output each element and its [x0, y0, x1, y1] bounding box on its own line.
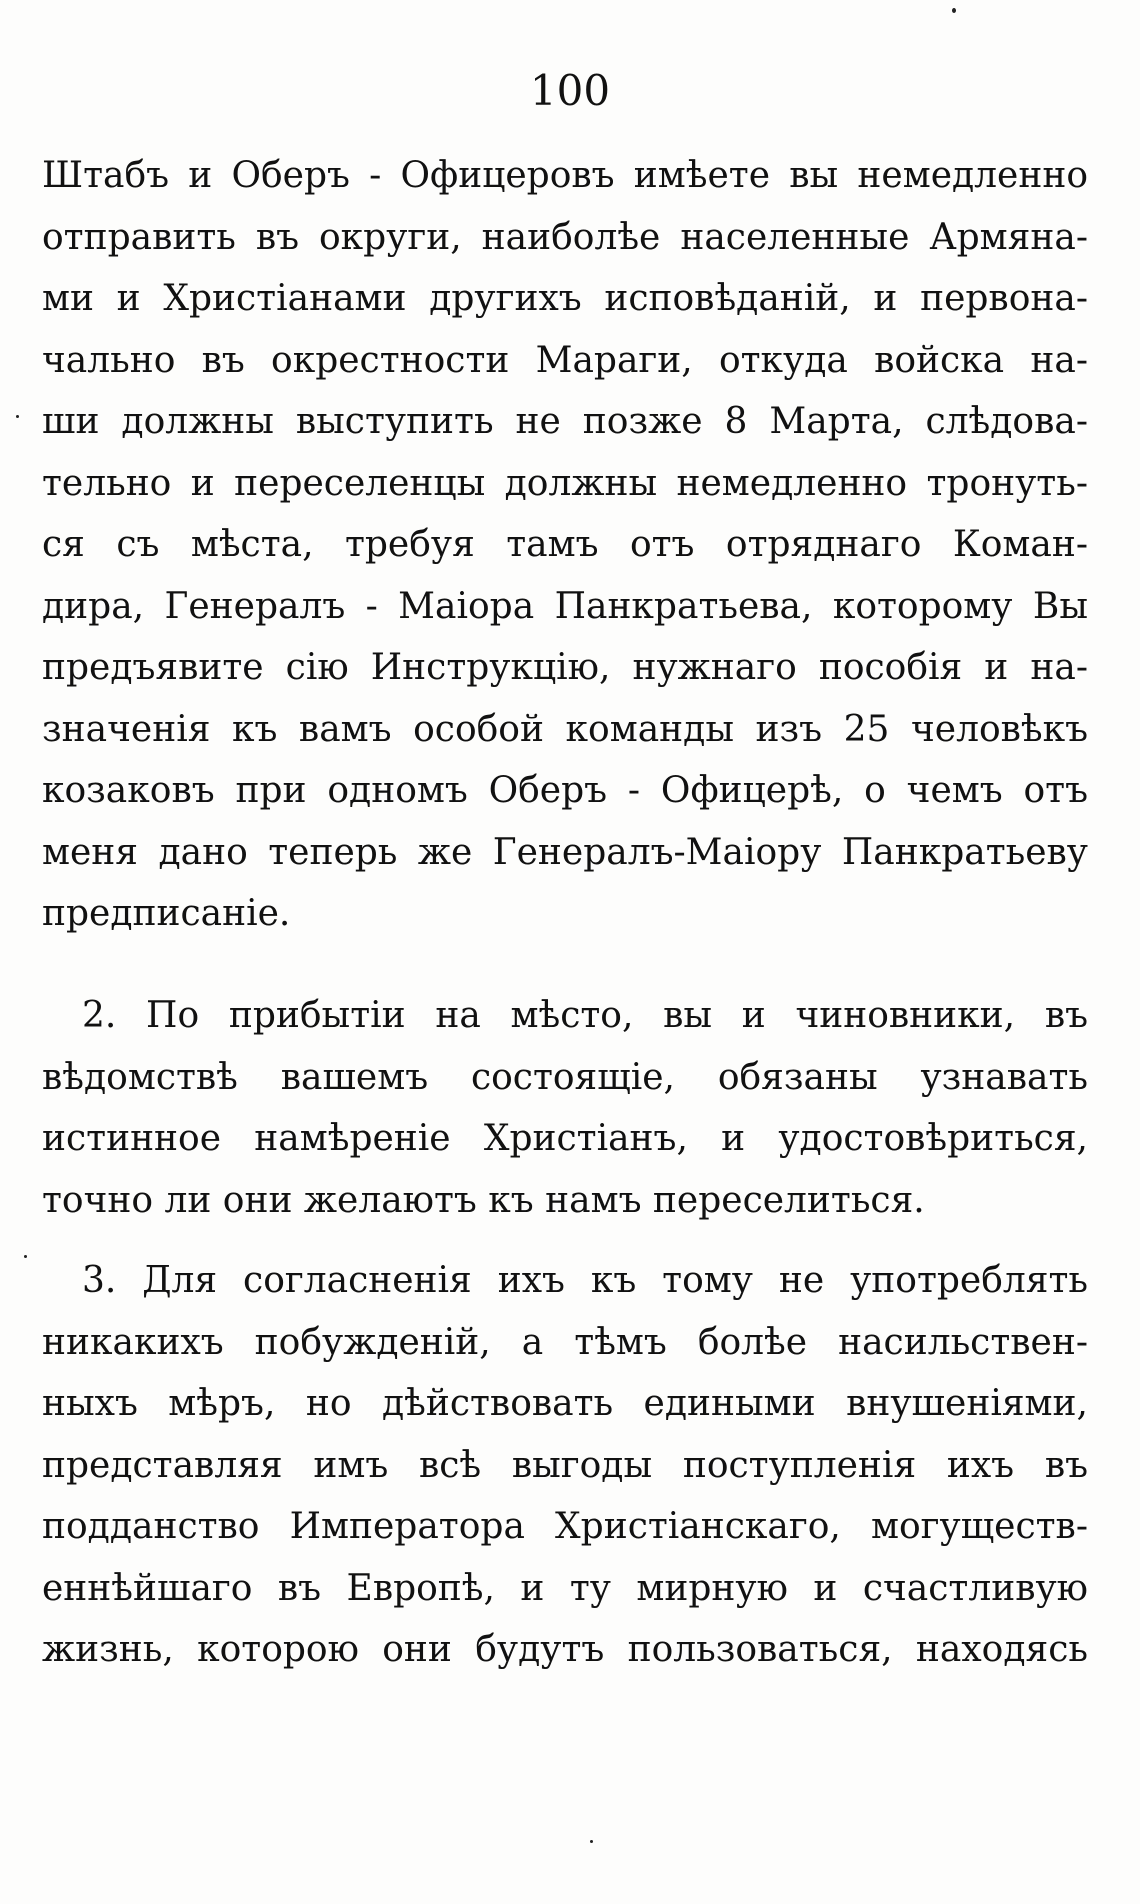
text-line: представляя имъ всѣ выгоды поступленія ихъ въ	[42, 1444, 1088, 1486]
text-line: еннѣйшаго въ Европѣ, и ту мирную и счастливую	[42, 1567, 1088, 1609]
text-line: подданство Императора Христіанскаго, могуществ-	[42, 1506, 1088, 1547]
text-line: точно ли они желаютъ къ намъ переселиться.	[42, 1179, 925, 1221]
text-line: 2. По прибытіи на мѣсто, вы и чиновники, въ	[82, 995, 1088, 1036]
text-line: никакихъ побужденій, а тѣмъ болѣе насильствен-	[42, 1321, 1088, 1363]
text-line: предъявите сію Инструкцію, нужнаго пособія и на-	[42, 647, 1088, 688]
scan-speck	[24, 1255, 27, 1258]
text-line: предписаніе.	[42, 893, 291, 934]
text-line: Штабъ и Оберъ - Офицеровъ имѣете вы немедленно	[42, 155, 1088, 196]
text-line: жизнь, которою они будутъ пользоваться, находясь	[42, 1629, 1088, 1670]
scan-speck	[590, 1840, 593, 1843]
text-line: чально въ окрестности Мараги, откуда войска на-	[42, 339, 1088, 381]
text-line: тельно и переселенцы должны немедленно тронуть-	[42, 462, 1088, 504]
page-number: 100	[529, 66, 611, 115]
text-line: дира, Генералъ - Маіора Панкратьева, которому Вы	[42, 585, 1088, 627]
text-line: ся съ мѣста, требуя тамъ отъ отряднаго Коман-	[42, 524, 1088, 565]
text-line: вѣдомствѣ вашемъ состоящіе, обязаны узнавать	[42, 1056, 1088, 1098]
paragraph-3	[42, 1250, 1088, 1681]
paragraph-1	[42, 145, 1088, 945]
scan-speck	[952, 8, 956, 13]
text-line: истинное намѣреніе Христіанъ, и удостовѣриться,	[42, 1118, 1088, 1159]
scan-speck	[16, 415, 19, 418]
text-line: козаковъ при одномъ Оберъ - Офицерѣ, о чемъ отъ	[42, 770, 1088, 811]
text-line: меня дано теперь же Генералъ-Маіору Панкратьеву	[42, 831, 1088, 873]
text-line: ныхъ мѣръ, но дѣйствовать едиными внушеніями,	[42, 1383, 1088, 1424]
text-line: 3. Для согласненія ихъ къ тому не употреблять	[82, 1260, 1088, 1301]
text-line: отправить въ округи, наиболѣе населенные Армяна-	[42, 216, 1088, 258]
text-line: ши должны выступить не позже 8 Марта, слѣдова-	[42, 401, 1088, 442]
text-line: значенія къ вамъ особой команды изъ 25 человѣкъ	[42, 708, 1088, 750]
text-line: ми и Христіанами другихъ исповѣданій, и первона-	[42, 278, 1088, 319]
paragraph-2	[42, 985, 1088, 1231]
